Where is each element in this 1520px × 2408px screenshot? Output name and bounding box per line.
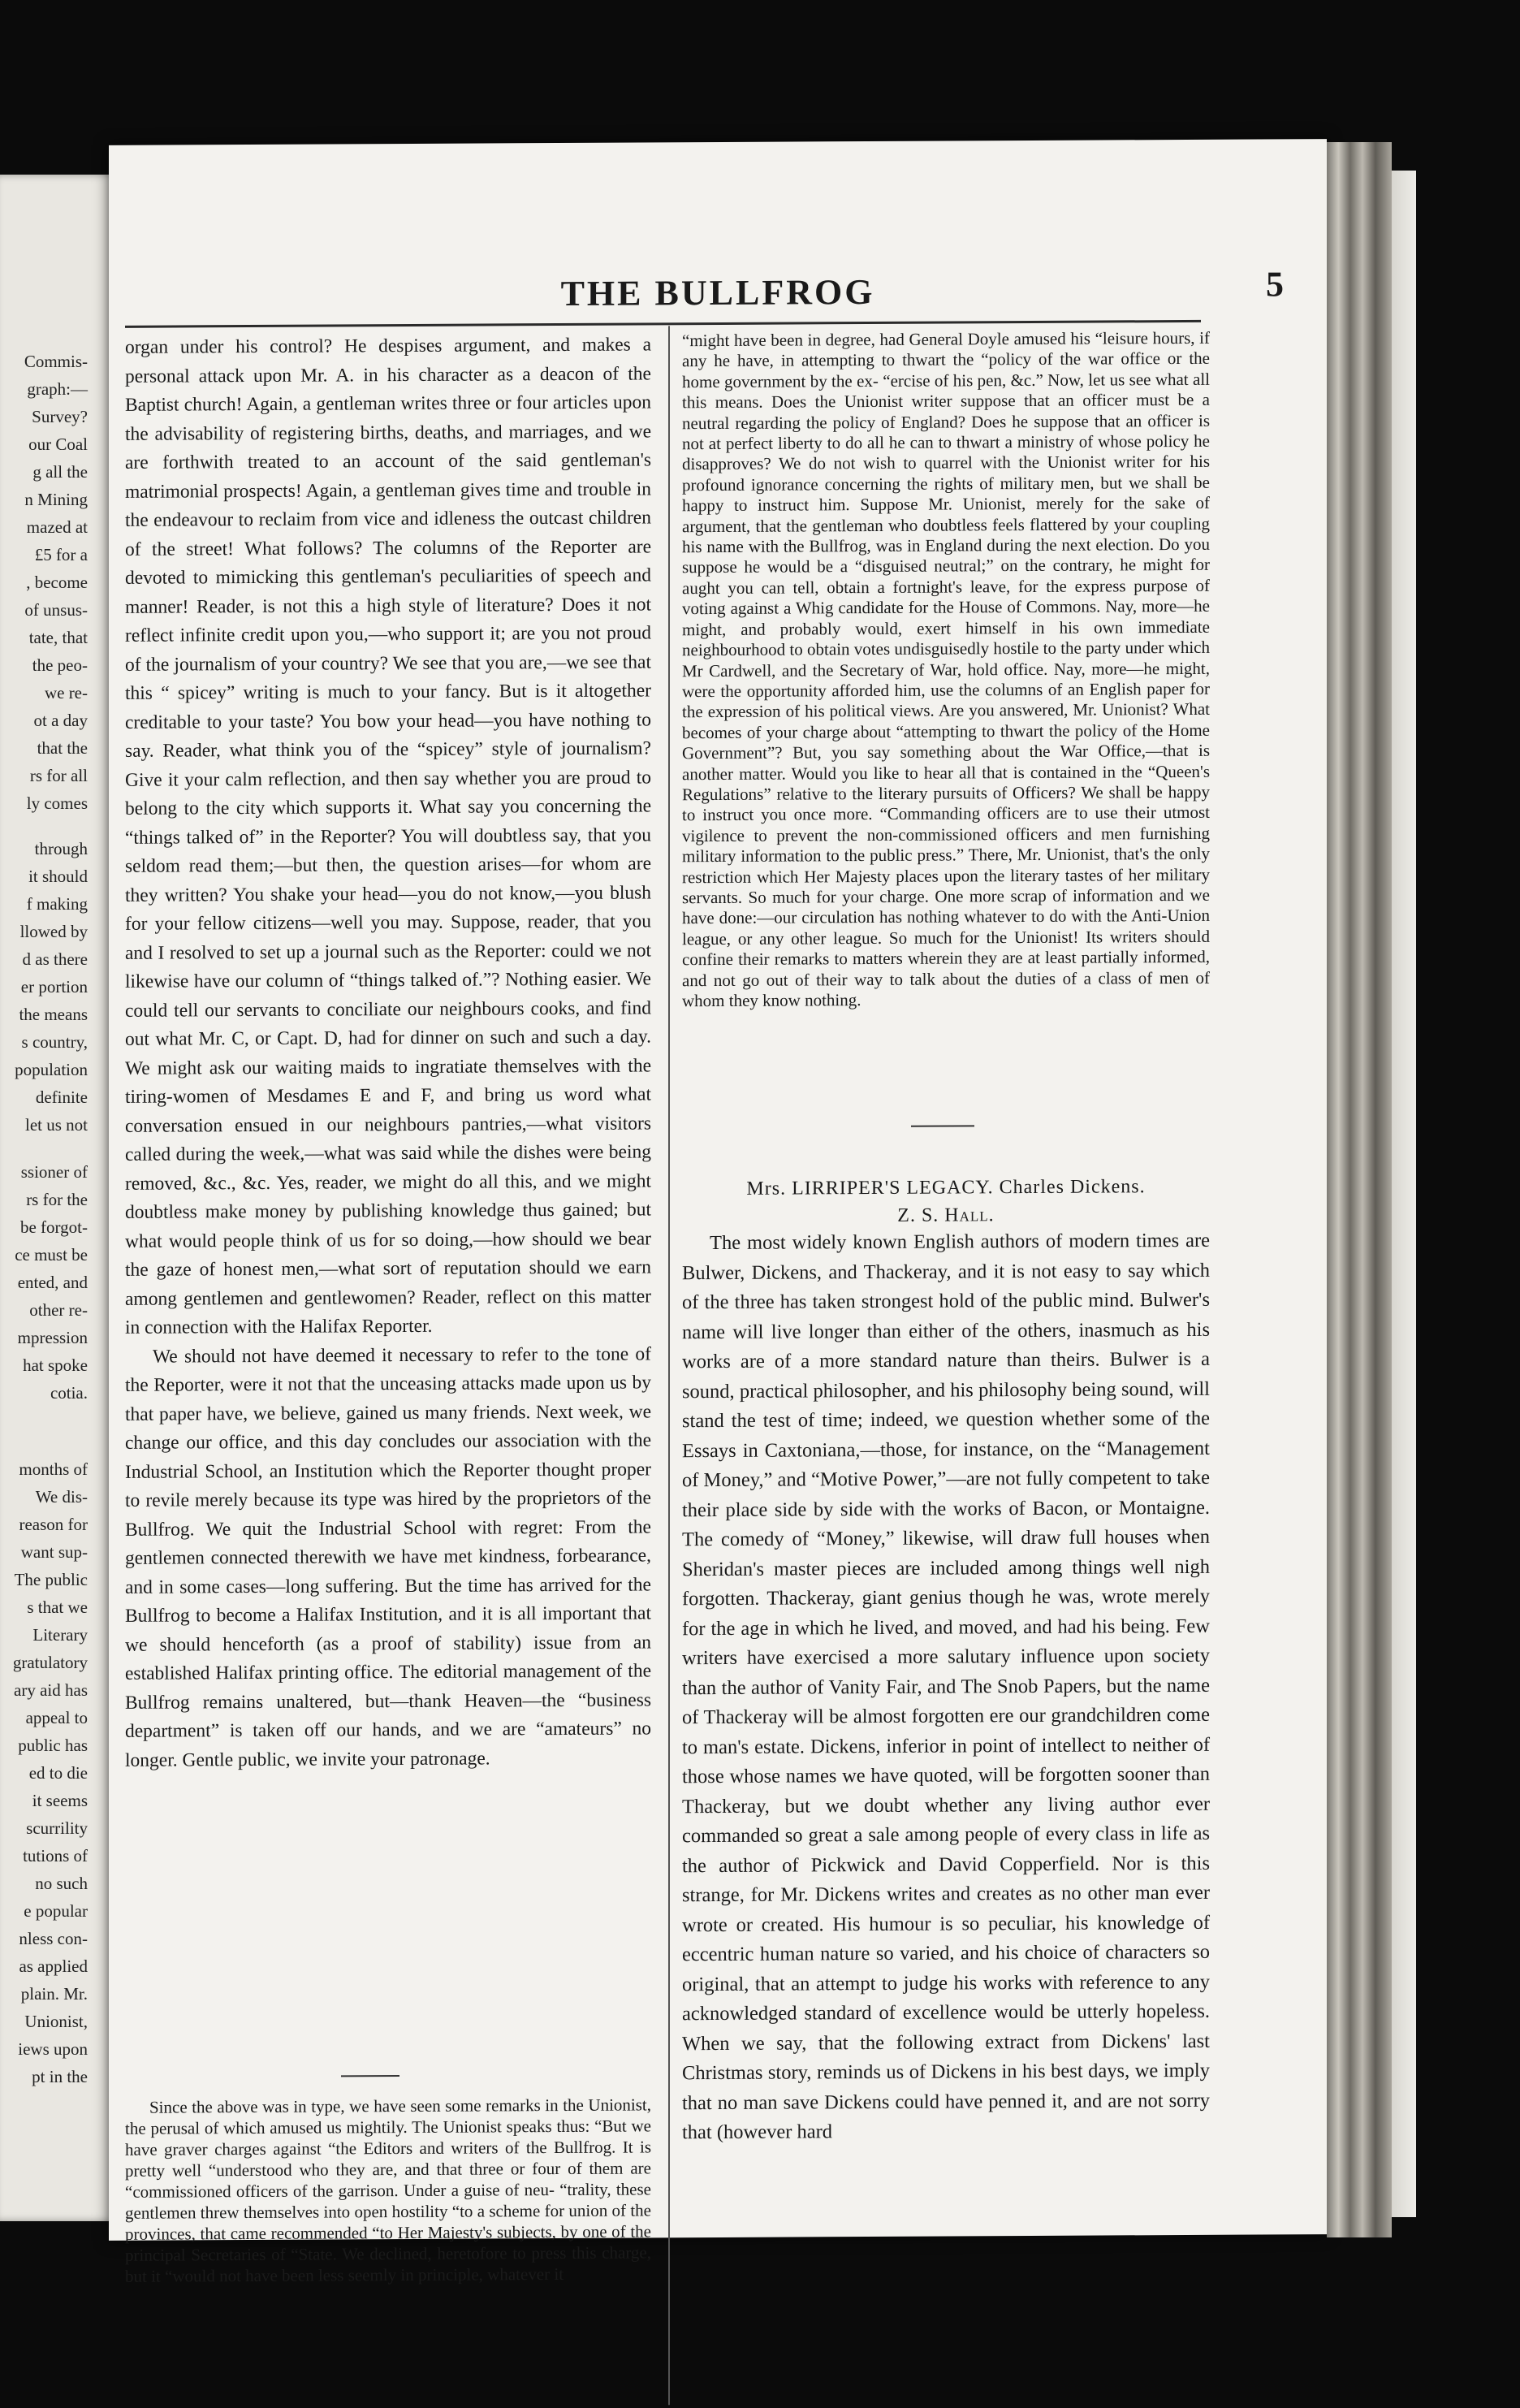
left-page-line-fragment: ot a day [33,711,88,730]
left-page-line-fragment: reason for [19,1515,88,1534]
left-page-line-fragment: ce must be [15,1245,88,1265]
left-page-line-fragment: the means [19,1005,88,1024]
article-body: The most widely known English authors of modern times are Bulwer, Dickens, and Thackeray, and it is not easy to say which of the three has taken strongest hold of the public mind. Bulwer's name will live longer than either of the others, inasmuch as his works are of a more standard nature than theirs. Bulwer is a sound, practical philosopher, and his philosophy being sound, will stand the test of time; indeed, we question whether some of the Essays in Caxtoniana,—those, for instance, on the “Management of Money,” and “Motive Power,”—are not fully competent to take their place side by side with the works of Bacon, or Montaigne. The comedy of “Money,” likewise, will draw full houses when Sheridan's master pieces are included among things well nigh forgotten. Thackeray, giant genius though he was, wrote merely for the age in which he lived, and moved, and had his being. Few writers have exercised a more salutary influence upon society than the author of Vanity Fair, and The Snob Papers, but the name of Thackeray will be almost forgotten ere our grandchildren come to man's estate. Dickens, inferior in point of intellect to neither of those whose names we have quoted, will be forgotten sooner than Thackeray, but we doubt whether any living author ever commanded so great a sale among people of every class in life as the author of Pickwick and David Copperfield. Nor is this strange, for Mr. Dickens writes and creates as no other man ever wrote or created. His humour is so peculiar, his knowledge of eccentric human nature so varied, and his choice of characters so original, that an attempt to judge his works with reference to any acknowledged standard of excellence would be utterly hopeless. When we say, that the following extract from Dickens' last Christmas story, reminds us of Dickens in his best days, we imply that no man save Dickens could have penned it, and are not sorry that (however hard [682,1229,1210,2144]
left-page-line-fragment: Commis- [24,352,88,371]
article-heading [682,1173,1210,1230]
left-page-line-fragment: £5 for a [34,545,88,564]
left-page-line-fragment: it should [28,867,88,886]
left-page-line-fragment: Literary [32,1625,88,1645]
left-page-line-fragment: other re- [29,1300,88,1320]
left-page-line-fragment: population [15,1060,88,1079]
left-page-line-fragment: d as there [22,949,88,969]
left-page-line-fragment: scurrility [26,1818,88,1838]
left-page-line-fragment: The public [14,1570,88,1589]
article-byline: Z. S. Hall. [897,1204,995,1226]
left-page-line-fragment: g all the [32,462,88,482]
section-rule [341,2075,399,2077]
newspaper-page [109,139,1327,2286]
article-title: Mrs. LIRRIPER'S LEGACY. Charles Dickens. [746,1176,1146,1200]
left-page-line-fragment: definite [35,1087,88,1107]
left-page-line-fragment: We dis- [35,1487,88,1507]
left-page-line-fragment: appeal to [25,1708,88,1727]
left-page-line-fragment: rs for the [26,1190,88,1209]
left-page-line-fragment: tate, that [28,628,88,647]
left-page-line-fragment: Unionist, [24,2012,88,2031]
page-number: 5 [1266,264,1284,305]
left-page-line-fragment: no such [35,1874,88,1893]
left-page-line-fragment: cotia. [50,1383,88,1403]
left-page-edge [0,175,115,2221]
left-page-line-fragment: that the [37,738,88,758]
left-page-line-fragment: it seems [32,1791,88,1810]
left-page-line-fragment: ly comes [26,793,88,813]
left-page-line-fragment: plain. Mr. [20,1984,88,2004]
left-page-line-fragment: s that we [27,1597,88,1617]
left-page-line-fragment: llowed by [19,922,88,941]
left-page-line-fragment: ented, and [17,1273,88,1292]
masthead: THE BULLFROG [560,271,875,314]
left-page-line-fragment: we re- [44,683,88,703]
column-divider [668,326,670,2405]
postscript-note: Since the above was in type, we have seen some remarks in the Unionist, the perusal of which amused us mightily. The Unionist speaks thus: “But we have graver charges against “the Editors and writers of the Bullfrog. It is pretty well “understood who they are, and that three or four of them are “commissioned officers of the garrison. Under a guise of neu- “trality, these gentlemen threw themselves into open hostility “to a scheme for union of the provinces, that came recommended “to Her Majesty's subjects, by one of the principal Secretaries of “State. We declined, heretofore to press this charge, but it “would not have been less seemly in principle, whatever it [125,2095,651,2286]
left-page-line-fragment: ary aid has [14,1680,88,1700]
left-page-line-fragment: tutions of [23,1846,88,1865]
column-right-top: “might have been in degree, had General Doyle amused his “leisure hours, if any he have, in attempting to thwart the “policy of the war office or the home government by the ex- “ercise of his pen, &c.” Now, let us see what all this means. Does the Unionist writer suppose that an officer must be a neutral regarding the policy of England? Does he suppose that an officer is not at perfect liberty to do all he can to thwart a ministry of whose policy he disapproves? We do not wish to quarrel with the Unionist writer for his profound ignorance concerning the rights of military men, but we shall be happy to instruct him. Suppose Mr. Unionist, merely for the sake of argument, that the gentleman who doubtless feels flattered by your coupling his name with the Bullfrog, was in England during the next election. Do you suppose he would be a “disguised neutral;” on the contrary, he might for aught you can tell, obtain a fortnight's leave, for the express purpose of voting against a Whig candidate for the House of Commons. Nay, more—he might, and probably would, exert himself in his own immediate neighbourhood to obtain votes undisguisedly hostile to the party under which Mr Cardwell, and the Secretary of War, hold office. Nay, more—he might, were the opportunity afforded him, use the columns of an English paper for the expression of his political views. Are you answered, Mr. Unionist? What becomes of your charge about “attempting to thwart the policy of the Home Government”? But, you say something about the War Office,—that is another matter. Would you like to hear all that is contained in the “Queen's Regulations” relative to the literary pursuits of Officers? We shall be happy to instruct you once more. “Commanding officers are to use their utmost vigilence to prevent the non-commissioned officers and men furnishing military information to the public press.” There, Mr. Unionist, that's the only restriction which Her Majesty places upon the literary tastes of her military servants. So much for your charge. One more scrap of information and we have done:—our circulation has nothing whatever to do with the Anti-Union league, or any other league. So much for the Unionist! Its writers should confine their remarks to matters wherein they are at least partially informed, and not go out of their way to talk about the duties of a class of men of whom they know nothing. [682,327,1210,1011]
left-page-line-fragment: mpression [17,1328,88,1347]
left-page-line-fragment: months of [19,1459,88,1479]
header-rule [125,320,1201,328]
left-page-line-fragment: n Mining [24,490,88,509]
page-margin-edge [1392,171,1416,2217]
left-page-line-fragment: the peo- [32,655,88,675]
paragraph: We should not have deemed it necessary to refer to the tone of the Reporter, were it not that the unceasing attacks made upon us by that paper have, we believe, gained us many friends. Next week, we change our office, and this day concludes our association with the Industrial School, an Institution which the Reporter thought proper to revile merely because its type was hired by the proprietors of the Bullfrog. We quit the Industrial School with regret: From the gentlemen connected therewith we have met kindness, forbearance, and in some cases—long suffering. But the time has arrived for the Bullfrog to become a Halifax Institution, and it is all important that we should henceforth (as a proof of stability) issue from an established Halifax printing office. The editorial management of the Bullfrog remains unaltered, but—thank Heaven—the “business department” is taken off our hands, and we are “amateurs” no longer. Gentle public, we invite your patronage. [125,1342,651,1771]
left-page-line-fragment: graph:— [27,379,88,399]
left-page-line-fragment: nless con- [19,1929,88,1948]
left-page-line-fragment: iews upon [18,2039,88,2059]
section-rule [911,1125,974,1126]
column-left [125,331,651,1775]
left-page-line-fragment: as applied [19,1956,88,1976]
left-page-line-fragment: mazed at [26,517,88,537]
left-page-line-fragment: let us not [25,1115,88,1135]
left-page-line-fragment: public has [18,1736,88,1755]
left-page-line-fragment: e popular [24,1901,88,1921]
left-page-line-fragment: pt in the [32,2067,88,2086]
left-page-line-fragment: ed to die [28,1763,88,1783]
left-page-line-fragment: er portion [20,977,88,996]
left-page-line-fragment: , become [26,573,88,592]
left-page-line-fragment: Survey? [32,407,88,426]
left-page-line-fragment: f making [26,894,88,914]
left-page-line-fragment: be forgot- [19,1217,88,1237]
left-page-line-fragment: of unsus- [24,600,88,620]
left-page-line-fragment: rs for all [29,766,88,785]
left-page-line-fragment: through [34,839,88,858]
left-page-line-fragment: hat spoke [23,1355,88,1375]
left-page-line-fragment: want sup- [20,1542,88,1562]
paragraph: organ under his control? He despises argument, and makes a personal attack upon Mr. A. in his character as a deacon of the Baptist church! Again, a gentleman writes three or four articles upon the advisability of registering births, deaths, and marriages, and we are forthwith treated to an account of the said gentleman's matrimonial prospects! Again, a gentleman gives time and trouble in the endeavour to reclaim from vice and idleness the outcast children of the street! What follows? The columns of the Reporter are devoted to mimicking this gentleman's peculiarities of speech and manner! Reader, is not this a high style of literature? Does it not reflect infinite credit upon you,—who support it; are you not proud of the journalism of your country? We see that you are,—we see that this “ spicey” writing is much to your fancy. But is it altogether creditable to your taste? You bow your head—you have nothing to say. Reader, what think you of the “spicey” style of journalism? Give it your calm reflection, and then say whether you are proud to belong to the city which supports it. What say you concerning the “things talked of” in the Reporter? You will doubtless say, that you seldom read them;—but then, the question arises—for whom are they written? You shake your head—you do not know,—you blush for your fellow citizens—well you may. Suppose, reader, that you and I resolved to set up a journal such as the Reporter: could we not likewise have our column of “things talked of.”? Nothing easier. We could tell our servants to conciliate our neighbours cooks, and find out what Mr. C, or Capt. D, had for dinner on such and such a day. We might ask our waiting maids to ingratiate themselves with the tiring-women of Mesdames E and F, and bring us word what conversation ensued in our neighbours pantries,—what visitors called during the week,—what was said while the dishes were being removed, &c., &c. Yes, reader, we might do all this, and we might doubtless make money by publishing knowledge thus gained; but what would people think of us for so doing,—how should we bear the gaze of honest men,—what sort of reputation should we earn among gentlemen and gentlewomen? Reader, reflect on this matter in connection with the Halifax Reporter. [125,334,651,1338]
left-page-line-fragment: ssioner of [20,1162,88,1182]
left-page-line-fragment: gratulatory [12,1653,88,1672]
left-page-line-fragment: s country, [21,1032,88,1052]
left-page-line-fragment: our Coal [28,434,88,454]
book-spine-edge [1327,142,1392,2237]
